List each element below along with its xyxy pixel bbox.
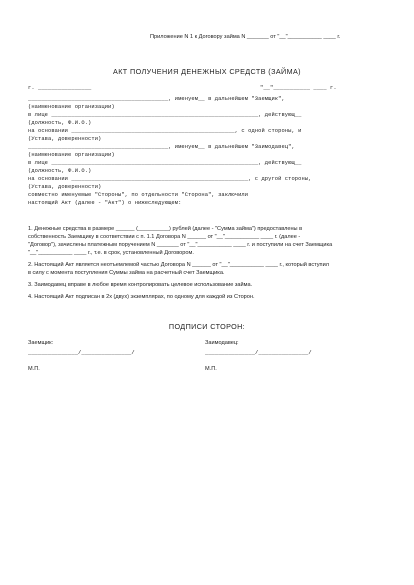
clause-1-line: 1. Денежные средства в размере ______ (__________) рублей (далее - "Сумма займа") предоставлены в: [28, 226, 303, 232]
preamble-line: __________________________________________, именуем__ в дальнейшем "Заимодавец",: [28, 144, 295, 150]
preamble-line: настоящий Акт (далее - "Акт") о нижеследующем:: [28, 200, 182, 206]
date-line: "__"___________ ____ г.: [260, 85, 337, 91]
preamble-line: на основании _________________________________________________, с одной стороны, и: [28, 128, 302, 134]
document-title: АКТ ПОЛУЧЕНИЯ ДЕНЕЖНЫХ СРЕДСТВ (ЗАЙМА): [113, 67, 301, 76]
clause-2-line: 2. Настоящий Акт является неотъемлемой частью Договора N ______ от "__"___________ ____ г., который вступил: [28, 262, 329, 268]
place-line: г. ________________: [28, 85, 92, 91]
lender-stamp-mark: М.П.: [205, 366, 217, 372]
preamble-line: в лице ______________________________________________________________, действующ__: [28, 112, 302, 118]
preamble-caption: (должность, Ф.И.О.): [28, 168, 92, 174]
appendix-reference: Приложение N 1 к Договору займа N _______ от "__"___________ ____ г.: [150, 34, 341, 40]
preamble-line: совместно именуемые "Стороны", по отдельности "Сторона", заключили: [28, 192, 249, 198]
clause-1-line: собственность Заемщику в соответствии с п. 1.1 Договора N ______ от "__"___________ ____ г. (далее -: [28, 234, 301, 240]
clause-1-line: "Договор"), зачислены платежным поручением N _______ от "__"___________ ____ г. и поступили на счет Заемщика: [28, 242, 333, 248]
borrower-signature-line: _______________/_______________/: [28, 350, 135, 356]
lender-label: Заимодавец:: [205, 340, 239, 346]
preamble-caption: (Устава, доверенности): [28, 136, 102, 142]
preamble-caption: (должность, Ф.И.О.): [28, 120, 92, 126]
borrower-stamp-mark: М.П.: [28, 366, 40, 372]
clause-1-line: "__"___________ ____ г., т.е. в срок, установленный Договором.: [28, 250, 194, 256]
preamble-line: в лице ______________________________________________________________, действующ__: [28, 160, 302, 166]
clause-3: 3. Заимодавец вправе в любое время контролировать целевое использование займа.: [28, 282, 253, 288]
preamble-caption: (наименование организации): [28, 152, 115, 158]
preamble-caption: (наименование организации): [28, 104, 115, 110]
preamble-line: __________________________________________, именуем__ в дальнейшем "Заемщик",: [28, 96, 285, 102]
lender-signature-line: _______________/_______________/: [205, 350, 312, 356]
clause-4: 4. Настоящий Акт подписан в 2х (двух) экземплярах, по одному для каждой из Сторон.: [28, 294, 255, 300]
borrower-label: Заемщик:: [28, 340, 54, 346]
signatures-heading: ПОДПИСИ СТОРОН:: [168, 322, 246, 331]
preamble-caption: (Устава, доверенности): [28, 184, 102, 190]
clause-2-line: в силу с момента поступления Суммы займа на расчетный счет Заемщика.: [28, 270, 225, 276]
preamble-line: на основании _____________________________________________________, с другой стороны,: [28, 176, 312, 182]
